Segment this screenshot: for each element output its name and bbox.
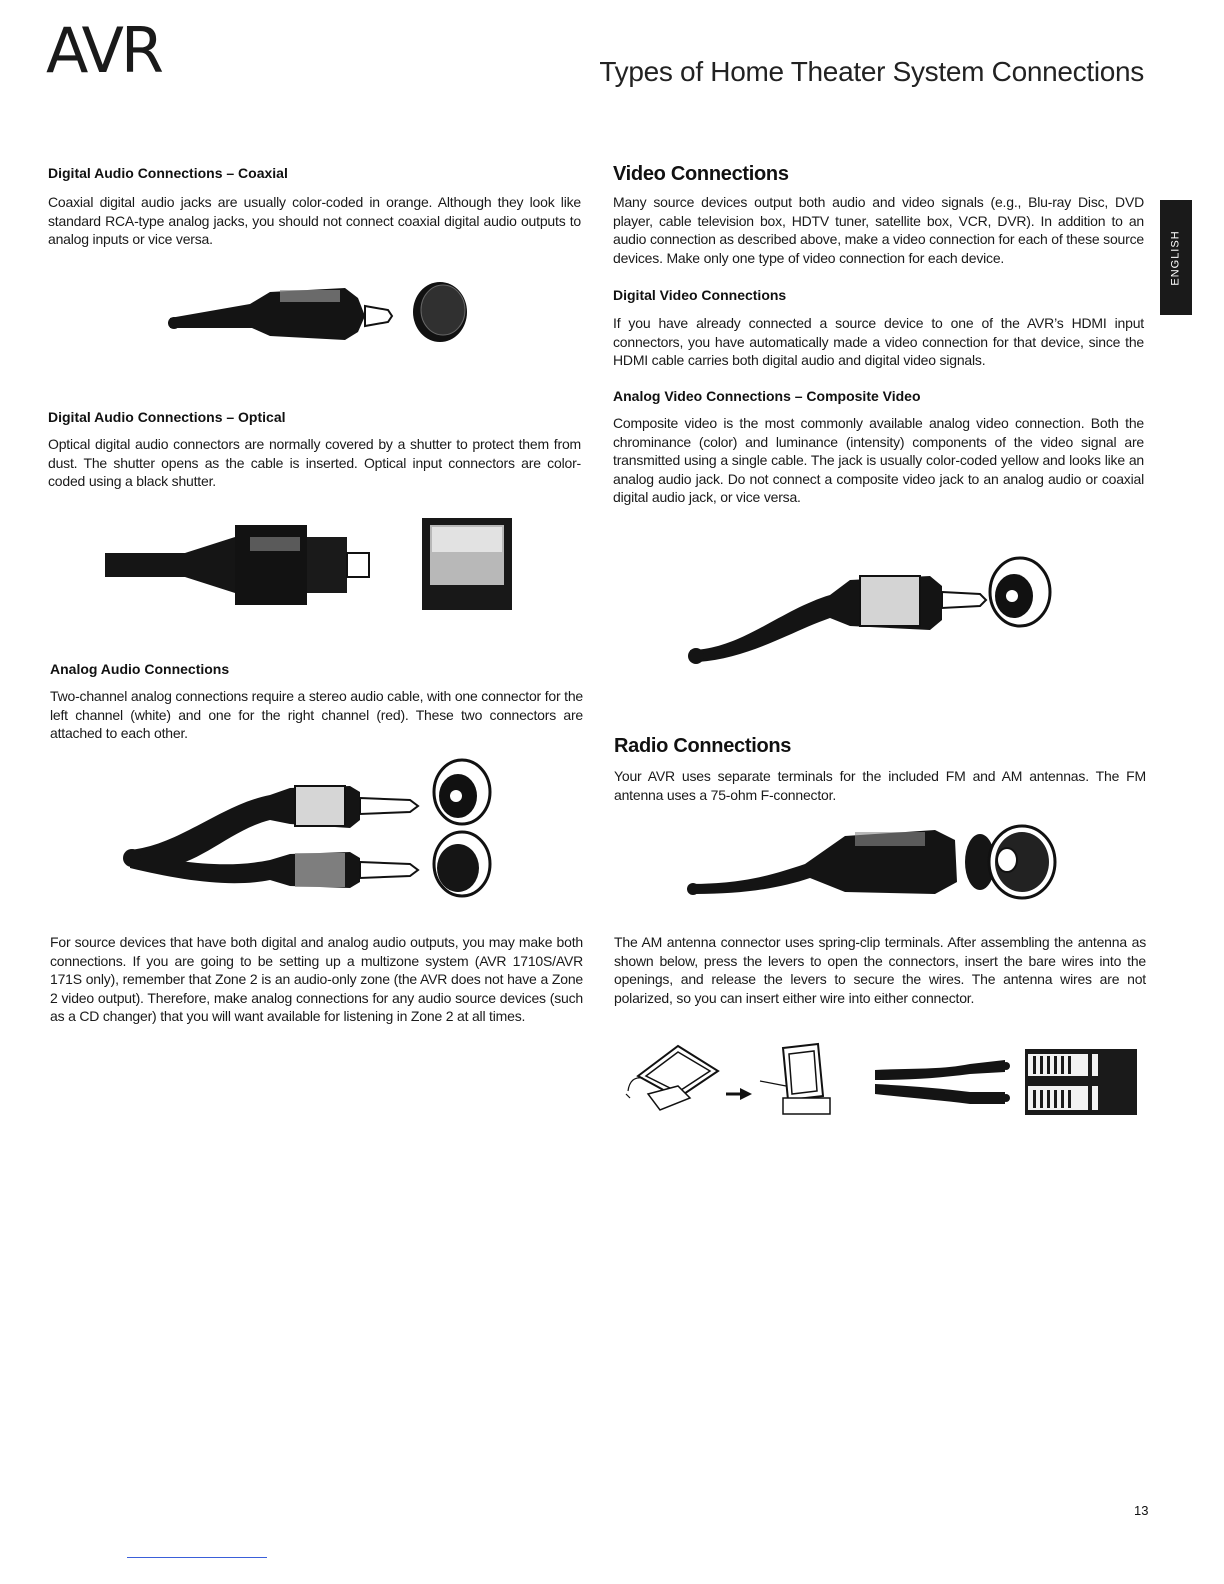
optical-connector-illustration — [100, 515, 540, 615]
video-body: Many source devices output both audio and video signals (e.g., Blu-ray Disc, DVD player, cable television box, HDTV tuner, satellite box, VCR, DVR). In addition to an audio connection as described above, make a video connection for each of these source devices. Make only one type of video connection for each device. — [613, 194, 1144, 266]
radio-heading: Radio Connections — [614, 735, 792, 757]
analog-note: For source devices that have both digital and analog audio outputs, you may make both connections. If you are going to be setting up a multizone system (AVR 1710S/AVR 171S only), remember that Zone 2 is an audio-only zone (the AVR does not have a Zone 2 video output). Therefore, make analog connections for any audio source devices (such as a CD changer) that you will want available for listening in Zone 2 at all times. — [50, 934, 583, 1024]
radio-body: Your AVR uses separate terminals for the included FM and AM antennas. The FM antenna uses a 75-ohm F-connector. — [614, 768, 1146, 803]
footer-rule — [127, 1557, 267, 1558]
am-loop-antenna-assembly-illustration — [618, 1036, 858, 1131]
am-spring-clip-terminal-illustration — [870, 1046, 1140, 1118]
page-title: Types of Home Theater System Connections — [599, 56, 1144, 87]
optical-heading: Digital Audio Connections – Optical — [48, 409, 286, 425]
video-heading: Video Connections — [613, 163, 789, 185]
digital-video-body: If you have already connected a source device to one of the AVR’s HDMI input connectors, you have automatically made a video connection for that device, since the HDMI cable carries both digital audio and digital video signals. — [613, 315, 1144, 368]
coaxial-heading: Digital Audio Connections – Coaxial — [48, 165, 288, 181]
composite-body: Composite video is the most commonly available analog video connection. Both the chrominance (color) and luminance (intensity) components of the video signal are transmitted using a single cable. The jack is usually color-coded yellow and looks like an analog audio jack. Do not connect a composite video jack to an analog audio or coaxial digital audio jack, or vice versa. — [613, 415, 1144, 505]
analog-body: Two-channel analog connections require a stereo audio cable, with one connector for the left channel (white) and one for the right channel (red). These two connectors are attached to each other. — [50, 688, 583, 741]
fm-f-connector-illustration — [685, 822, 1065, 902]
am-antenna-body: The AM antenna connector uses spring-clip terminals. After assembling the antenna as shown below, press the levers to open the connectors, insert the bare wires into the openings, and release the levers to secure the wires. The antenna wires are not polarized, so you can insert either wire into either connector. — [614, 934, 1146, 1006]
composite-video-connector-illustration — [680, 550, 1060, 670]
avr-logo: AVR — [46, 14, 161, 87]
optical-body: Optical digital audio connectors are normally covered by a shutter to protect them from dust. The shutter opens as the cable is inserted. Optical input connectors are color-coded using a black shutter. — [48, 436, 581, 489]
coaxial-connector-illustration — [160, 270, 480, 350]
language-tab-label: ENGLISH — [1170, 229, 1183, 286]
composite-heading: Analog Video Connections – Composite Video — [613, 388, 921, 404]
language-tab — [1160, 200, 1192, 315]
coaxial-body: Coaxial digital audio jacks are usually color-coded in orange. Although they look like standard RCA-type analog jacks, you should not connect coaxial digital audio outputs to analog inputs or vice versa. — [48, 194, 581, 247]
page-number: 13 — [1134, 1503, 1149, 1518]
analog-heading: Analog Audio Connections — [50, 661, 230, 677]
digital-video-heading: Digital Video Connections — [613, 287, 787, 303]
analog-stereo-connector-illustration — [120, 750, 510, 905]
